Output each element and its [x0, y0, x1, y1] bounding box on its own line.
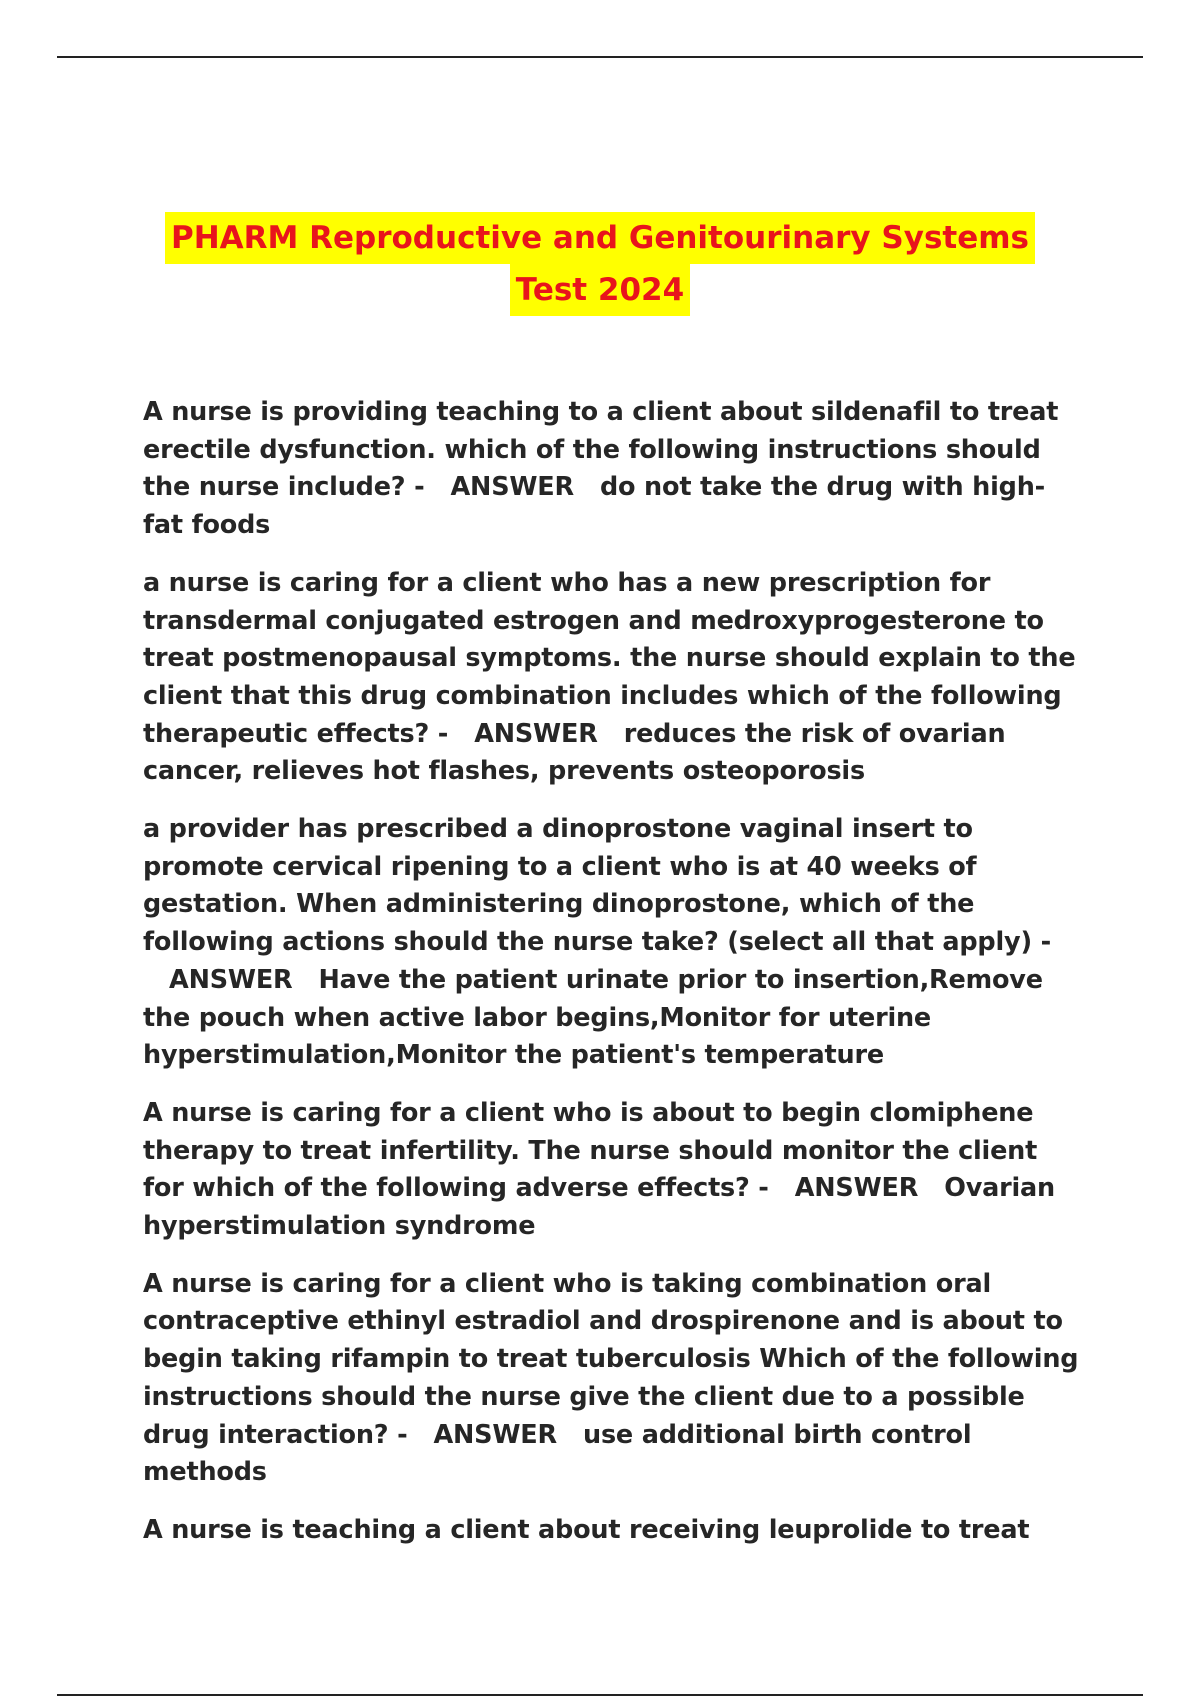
question-text: A nurse is caring for a client who is taking combination oral contraceptive ethinyl estradiol and drospirenone and is about to begin taking rifampin to treat tuberculosis Which of the following instructions should the nurse give the client due to a possible drug interaction? -	[143, 1268, 1079, 1450]
title-line-1: PHARM Reproductive and Genitourinary Systems	[165, 212, 1035, 264]
question-text: A nurse is teaching a client about receiving leuprolide to treat	[143, 1514, 1030, 1545]
qa-item	[143, 811, 1083, 1075]
answer-text: reduces the risk of ovarian cancer, relieves hot flashes, prevents osteoporosis	[143, 718, 1006, 787]
title-line-2: Test 2024	[510, 264, 690, 316]
bottom-divider	[57, 1694, 1143, 1696]
top-divider	[57, 56, 1143, 58]
answer-label: ANSWER	[169, 964, 293, 995]
qa-item	[143, 1095, 1083, 1246]
question-text: a nurse is caring for a client who has a new prescription for transdermal conjugated estrogen and medroxyprogesterone to treat postmenopausal symptoms. the nurse should explain to the client that this drug combination includes which of the following therapeutic effects? -	[143, 567, 1076, 749]
answer-label: ANSWER	[474, 718, 598, 749]
qa-item	[143, 565, 1083, 791]
qa-item-partial	[143, 1512, 1083, 1550]
answer-text: use additional birth control methods	[143, 1419, 972, 1488]
document-title	[0, 212, 1200, 316]
question-text: a provider has prescribed a dinoprostone vaginal insert to promote cervical ripening to a client who is at 40 weeks of gestation. When administering dinoprostone, which of the following actions should the nurse take? (select all that apply) -	[143, 814, 1051, 958]
qa-item	[143, 1266, 1083, 1492]
answer-text: Ovarian hyperstimulation syndrome	[143, 1173, 1056, 1242]
answer-text: do not take the drug with high-fat foods	[143, 472, 1046, 541]
question-text: A nurse is caring for a client who is about to begin clomiphene therapy to treat infertility. The nurse should monitor the client for which of the following adverse effects? -	[143, 1097, 1038, 1204]
answer-label: ANSWER	[433, 1419, 557, 1450]
qa-item	[143, 394, 1083, 545]
answer-label: ANSWER	[450, 472, 574, 503]
answer-text: Have the patient urinate prior to insertion,Remove the pouch when active labor begins,Monitor for uterine hyperstimulation,Monitor the patient's temperature	[143, 964, 1043, 1071]
qa-list	[143, 394, 1083, 1570]
answer-label: ANSWER	[794, 1173, 919, 1204]
question-text: A nurse is providing teaching to a client about sildenafil to treat erectile dysfunction. which of the following instructions should the nurse include? -	[143, 397, 1059, 503]
